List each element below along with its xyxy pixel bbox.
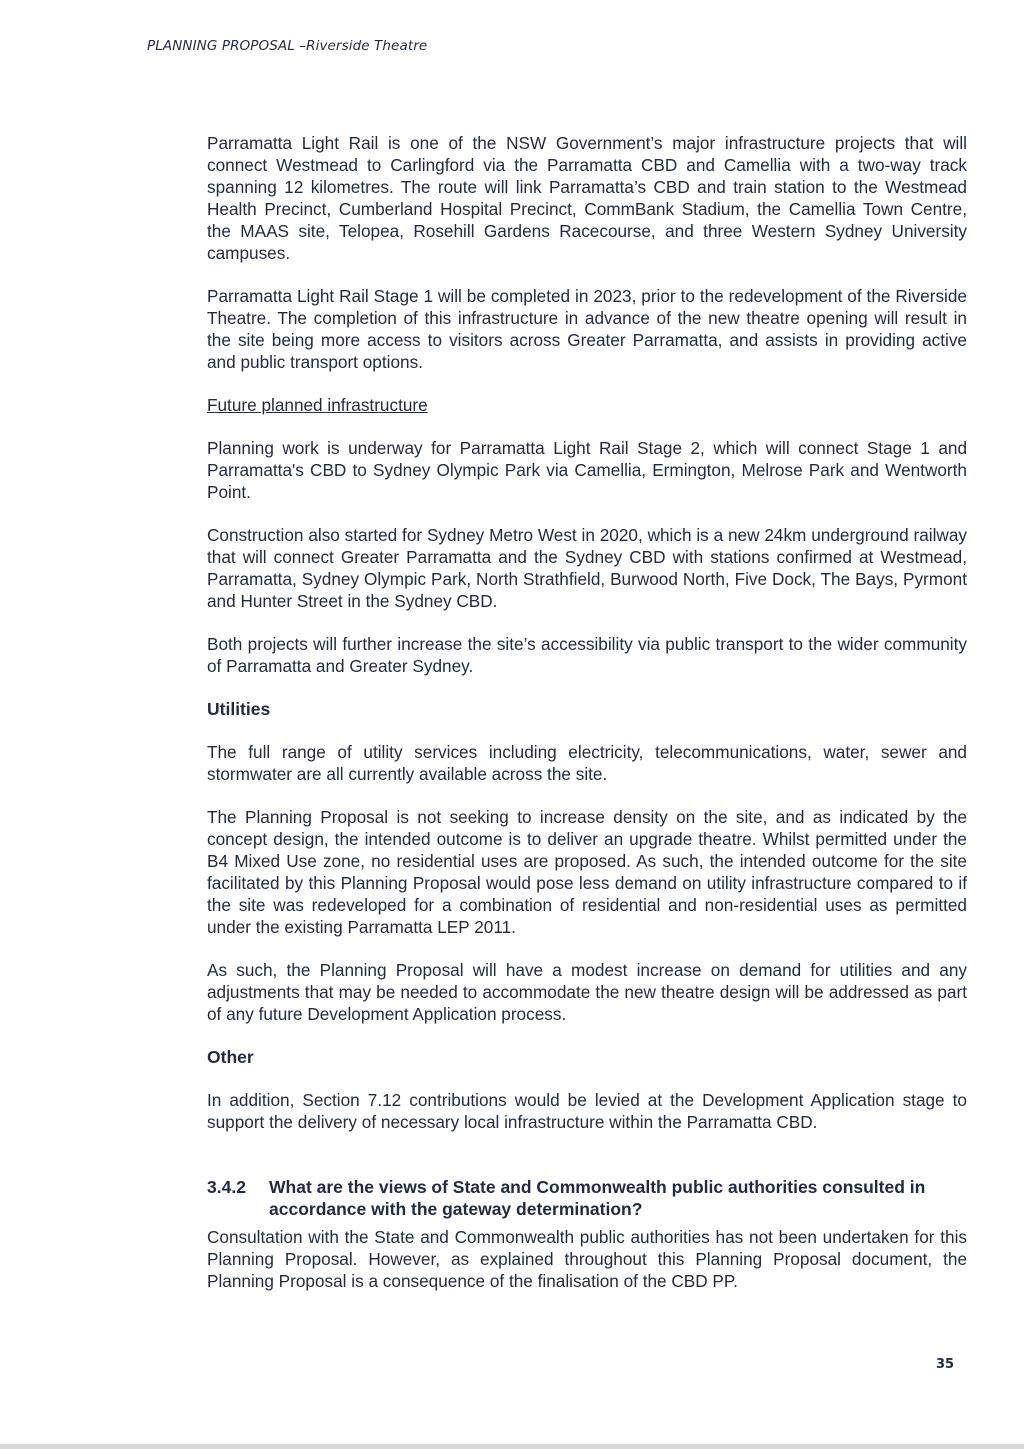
subheading-future-infrastructure: Future planned infrastructure xyxy=(207,395,428,415)
heading-utilities: Utilities xyxy=(207,699,271,719)
paragraph-consultation: Consultation with the State and Commonwealth public authorities has not been undertaken for this Planning Proposal. However, as explained throughout this Planning Proposal document, the Planning Proposal is a consequence of the finalisation of the CBD PP. xyxy=(207,1227,967,1291)
section-number: 3.4.2 xyxy=(207,1177,246,1197)
page-bottom-edge xyxy=(0,1444,1024,1449)
paragraph-metro-west: Construction also started for Sydney Metro West in 2020, which is a new 24km underground railway that will connect Greater Parramatta and the Sydney CBD with stations confirmed at Westmead, Parramatta, Sydney Olympic Park, North Strathfield, Burwood North, Five Dock, The Bays, Pyrmont and Hunter Street in the Sydney CBD. xyxy=(207,525,967,611)
page-number: 35 xyxy=(936,1357,955,1372)
paragraph-density: The Planning Proposal is not seeking to increase density on the site, and as indicated by the concept design, the intended outcome is to deliver an upgrade theatre. Whilst permitted under the B4 Mixed Use zone, no residential uses are proposed. As such, the intended outcome for the site facilitated by this Planning Proposal would pose less demand on utility infrastructure compared to if the site was redeveloped for a combination of residential and non-residential uses as permitted under the existing Parramatta LEP 2011. xyxy=(207,807,967,937)
paragraph-contributions: In addition, Section 7.12 contributions would be levied at the Development Application stage to support the delivery of necessary local infrastructure within the Parramatta CBD. xyxy=(207,1090,967,1132)
paragraph-light-rail-stage2: Planning work is underway for Parramatta Light Rail Stage 2, which will connect Stage 1 and Parramatta's CBD to Sydney Olympic Park via Camellia, Ermington, Melrose Park and Wentworth Point. xyxy=(207,438,967,502)
paragraph-accessibility: Both projects will further increase the site’s accessibility via public transport to the wider community of Parramatta and Greater Sydney. xyxy=(207,634,967,676)
paragraph-light-rail-overview: Parramatta Light Rail is one of the NSW Government’s major infrastructure projects that will connect Westmead to Carlingford via the Parramatta CBD and Camellia with a two-way track spanning 12 kilometres. The route will link Parramatta’s CBD and train station to the Westmead Health Precinct, Cumberland Hospital Precinct, CommBank Stadium, the Camellia Town Centre, the MAAS site, Telopea, Rosehill Gardens Racecourse, and three Western Sydney University campuses. xyxy=(207,133,967,263)
running-header: PLANNING PROPOSAL –Riverside Theatre xyxy=(147,38,428,54)
paragraph-utility-services: The full range of utility services including electricity, telecommunications, water, sewer and stormwater are all currently available across the site. xyxy=(207,742,967,784)
section-title: What are the views of State and Commonwealth public authorities consulted in accordance with the gateway determination? xyxy=(269,1177,926,1219)
heading-other: Other xyxy=(207,1047,254,1067)
paragraph-utility-demand: As such, the Planning Proposal will have a modest increase on demand for utilities and any adjustments that may be needed to accommodate the new theatre design will be addressed as part of any future Development Application process. xyxy=(207,960,967,1024)
section-heading-3-4-2 xyxy=(207,1176,967,1220)
body-content xyxy=(207,132,967,1313)
paragraph-light-rail-stage1: Parramatta Light Rail Stage 1 will be completed in 2023, prior to the redevelopment of the Riverside Theatre. The completion of this infrastructure in advance of the new theatre opening will result in the site being more access to visitors across Greater Parramatta, and assists in providing active and public transport options. xyxy=(207,286,967,372)
